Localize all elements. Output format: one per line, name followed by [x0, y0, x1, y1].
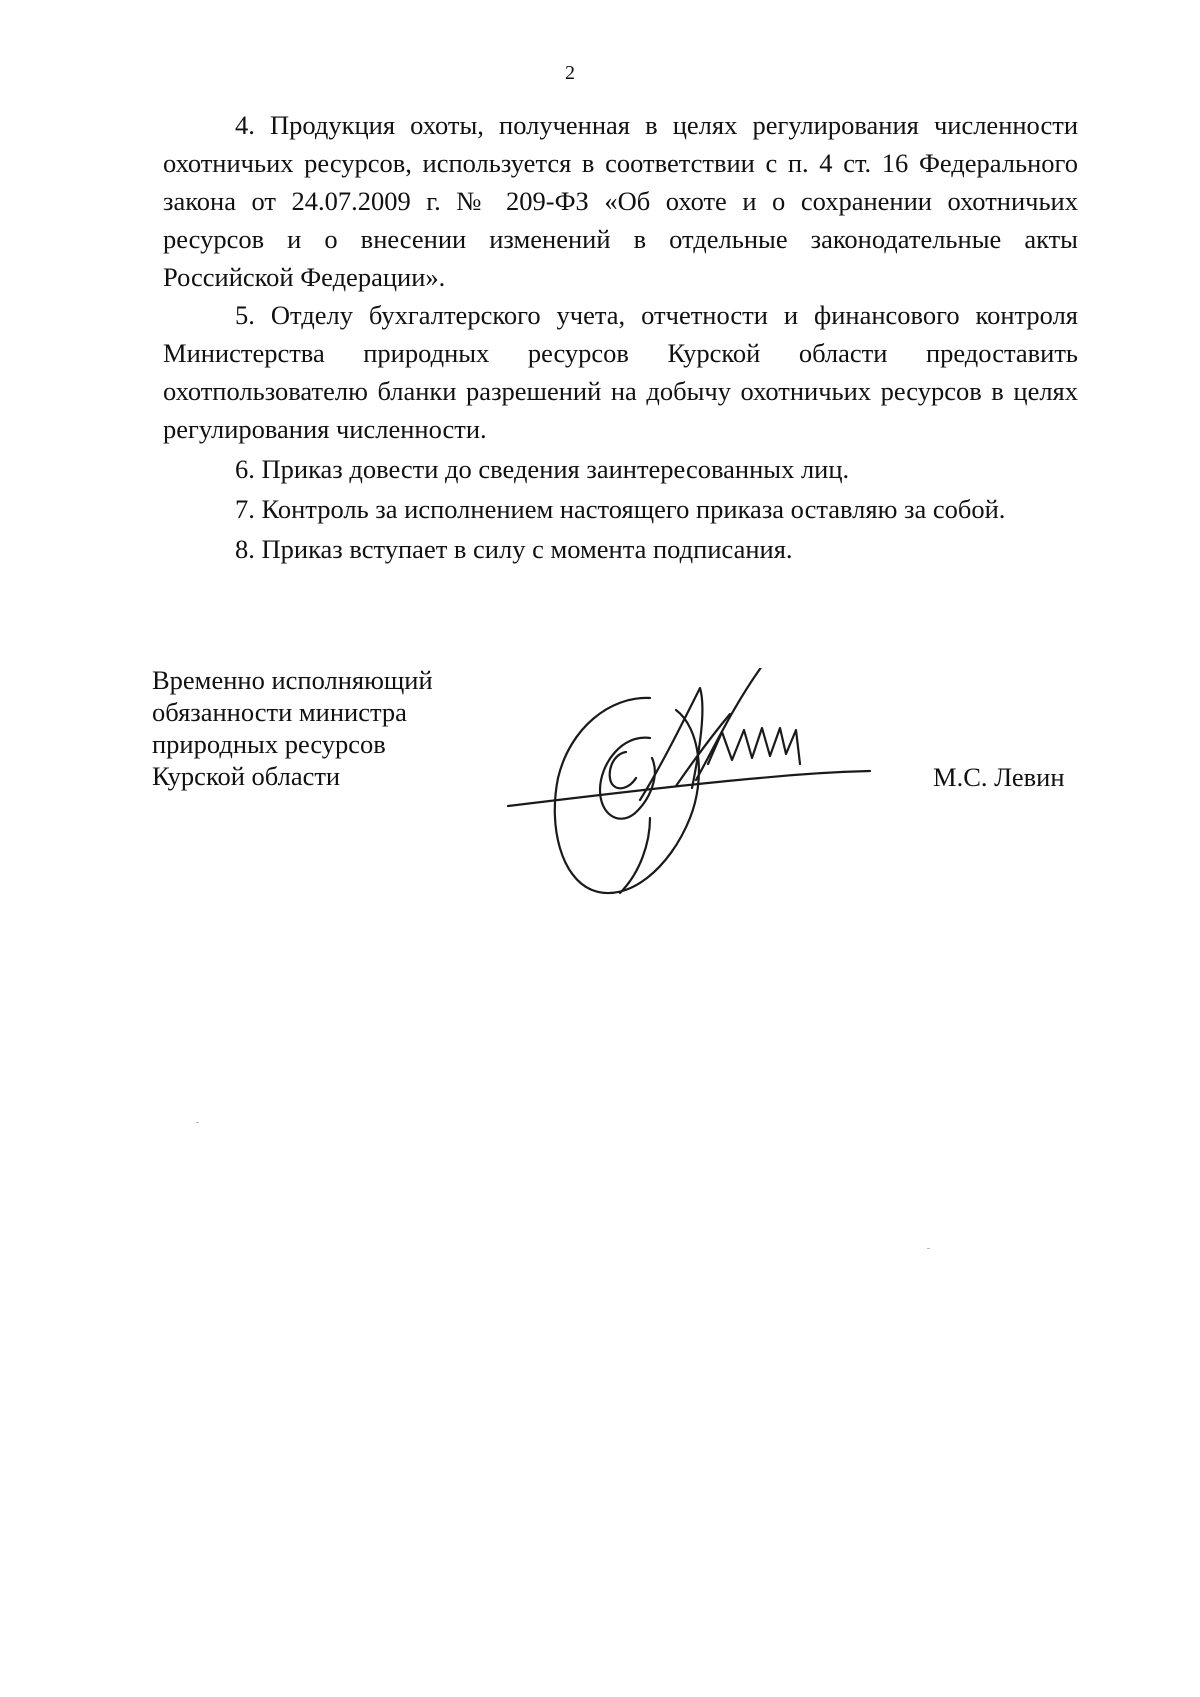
paragraph-5: 5. Отделу бухгалтерского учета, отчетности и финансового контроля Министерства природных ресурсов Курской области предоставить охотпользователю бланки разрешений на добычу охотничьих ресурсов в целях регулирования численности. [163, 300, 1078, 444]
paragraph-8: 8. Приказ вступает в силу с момента подписания. [235, 534, 793, 564]
signatory-position [152, 664, 433, 792]
page-number: 2 [565, 62, 575, 84]
signer-name: М.С. Левин [933, 762, 1065, 792]
position-line-3: природных ресурсов [152, 729, 386, 759]
paragraph-4: 4. Продукция охоты, полученная в целях регулирования численности охотничьих ресурсов, используется в соответствии с п. 4 ст. 16 Федерального закона от 24.07.2009 г. № 209-ФЗ «Об охоте и о сохранении охотничьих ресурсов и о внесении изменений в отдельные законодательные акты Российской Федерации». [163, 110, 1078, 292]
position-line-1: Временно исполняющий [152, 665, 433, 695]
position-line-2: обязанности министра [152, 697, 407, 727]
scan-speck [196, 1122, 199, 1123]
position-line-4: Курской области [152, 761, 341, 791]
handwritten-signature [500, 668, 890, 908]
paragraph-6: 6. Приказ довести до сведения заинтересованных лиц. [235, 454, 850, 484]
scan-speck [927, 1248, 930, 1249]
paragraph-7: 7. Контроль за исполнением настоящего приказа оставляю за собой. [235, 494, 1006, 524]
order-body [163, 106, 1078, 568]
